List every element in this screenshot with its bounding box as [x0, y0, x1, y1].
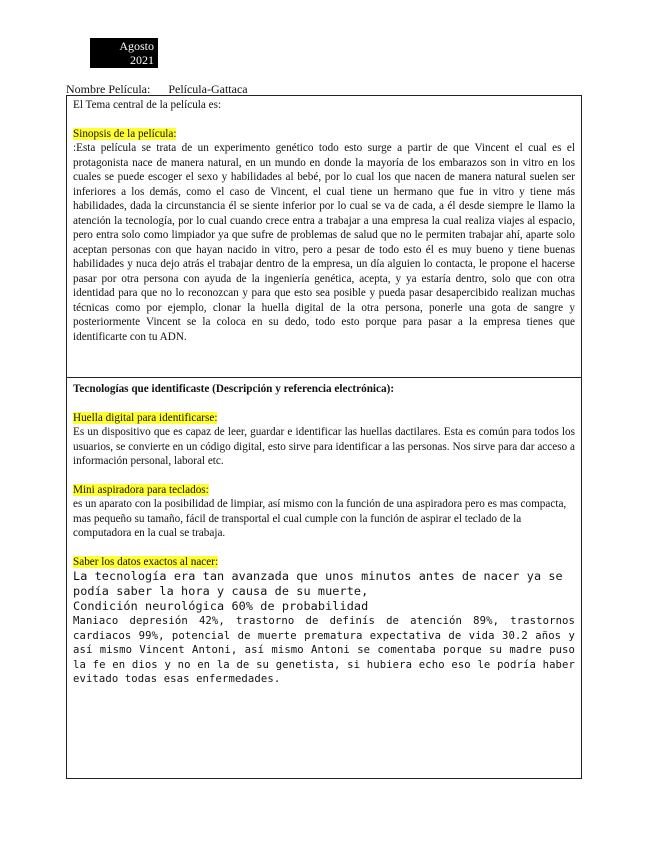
- tech-birth-data-line-1: La tecnología era tan avanzada que unos minutos antes de nacer ya se podía saber la hora y causa de su muerte,: [73, 569, 563, 598]
- date-year: 2021: [130, 53, 154, 67]
- film-name-value: Película-Gattaca: [168, 82, 248, 96]
- date-box: [90, 38, 158, 68]
- tech-vacuum-text: es un aparato con la posibilidad de limpiar, así mismo con la función de una aspiradora pero es mas compacta, mas pequeño su tamaño, fácil de transportal el cual cumple con la función de aspirar el teclado de la computadora en la cual se trabaja.: [73, 498, 567, 539]
- technologies-heading: Tecnologías que identificaste (Descripción y referencia electrónica):: [73, 383, 395, 395]
- film-name-label: Nombre Película:: [66, 82, 151, 96]
- film-name-row: [66, 82, 248, 96]
- synopsis-section: [67, 96, 581, 378]
- technologies-section: [67, 378, 581, 778]
- worksheet-table: [66, 95, 582, 779]
- theme-label: El Tema central de la película es:: [73, 99, 222, 111]
- tech-birth-data-line-2: Condición neurológica 60% de probabilidad: [73, 599, 369, 613]
- tech-birth-data-title: Saber los datos exactos al nacer:: [73, 555, 219, 568]
- tech-vacuum-title: Mini aspiradora para teclados:: [73, 483, 209, 496]
- synopsis-text: :Esta película se trata de un experimento genético todo esto surge a partir de que Vincent el cual es el protagonista nace de manera natural, en un mundo en donde la mayoría de los embarazos son in vitro en los cuales se puede escoger el sexo y habilidades al bebé, por lo cual los que nacen de manera natural suelen ser inferiores a los demás, como el caso de Vincent, el cual tiene un hermano que fue in vitro y tiene más habilidades, dada la circunstancia él se siente inferior por lo cual se va de cada, a él desde siempre le llamo la atención la tecnología, por lo cual cuando crece entra a trabajar a una empresa la cual realiza viajes al espacio, pero entra solo como limpiador ya que sufre de problemas de salud que no le permiten trabajar ahí, aparte solo aceptan personas con que hayan nacido in vitro, pero a pesar de todo esto él es muy bueno y tiene buenas habilidades y nuca dejo atrás el trabajar dentro de la empresa, un día alguien lo contacta, le propone el hacerse pasar por otra persona con ayuda de la ingeniería genética, acepta, y ya estaría dentro, solo que con otra identidad para que no lo reconozcan y para que esto sea posible y pueda pasar desapercibido realizan muchas técnicas como por ejemplo, clonar la huella digital de la otra persona, ponerle una gota de sangre y posteriormente Vincent se la coloca en su dedo, todo esto porque para pasar a la empresa tienes que identificarte con tu ADN.: [73, 142, 575, 343]
- tech-fingerprint-title: Huella digital para identificarse:: [73, 411, 218, 424]
- date-month: Agosto: [119, 39, 154, 53]
- tech-fingerprint-text: Es un dispositivo que es capaz de leer, guardar e identificar las huellas dactilares. Esta es común para todos los usuarios, se convierte en un código digital, esto sirve para identificar a las personas. Nos sirve para dar acceso a información personal, laboral etc.: [73, 426, 575, 467]
- synopsis-heading: Sinopsis de la película:: [73, 127, 177, 140]
- tech-birth-data-line-3: Maniaco depresión 42%, trastorno de definís de atención 89%, trastornos cardiacos 99%, potencial de muerte prematura expectativa de vida 30.2 años y así mismo Vincent Antoni, así mismo Antoni se comentaba porque su madre puso la fe en dios y no en la de su genetista, si hubiera echo eso le podría haber evitado todas esas enfermedades.: [73, 615, 575, 685]
